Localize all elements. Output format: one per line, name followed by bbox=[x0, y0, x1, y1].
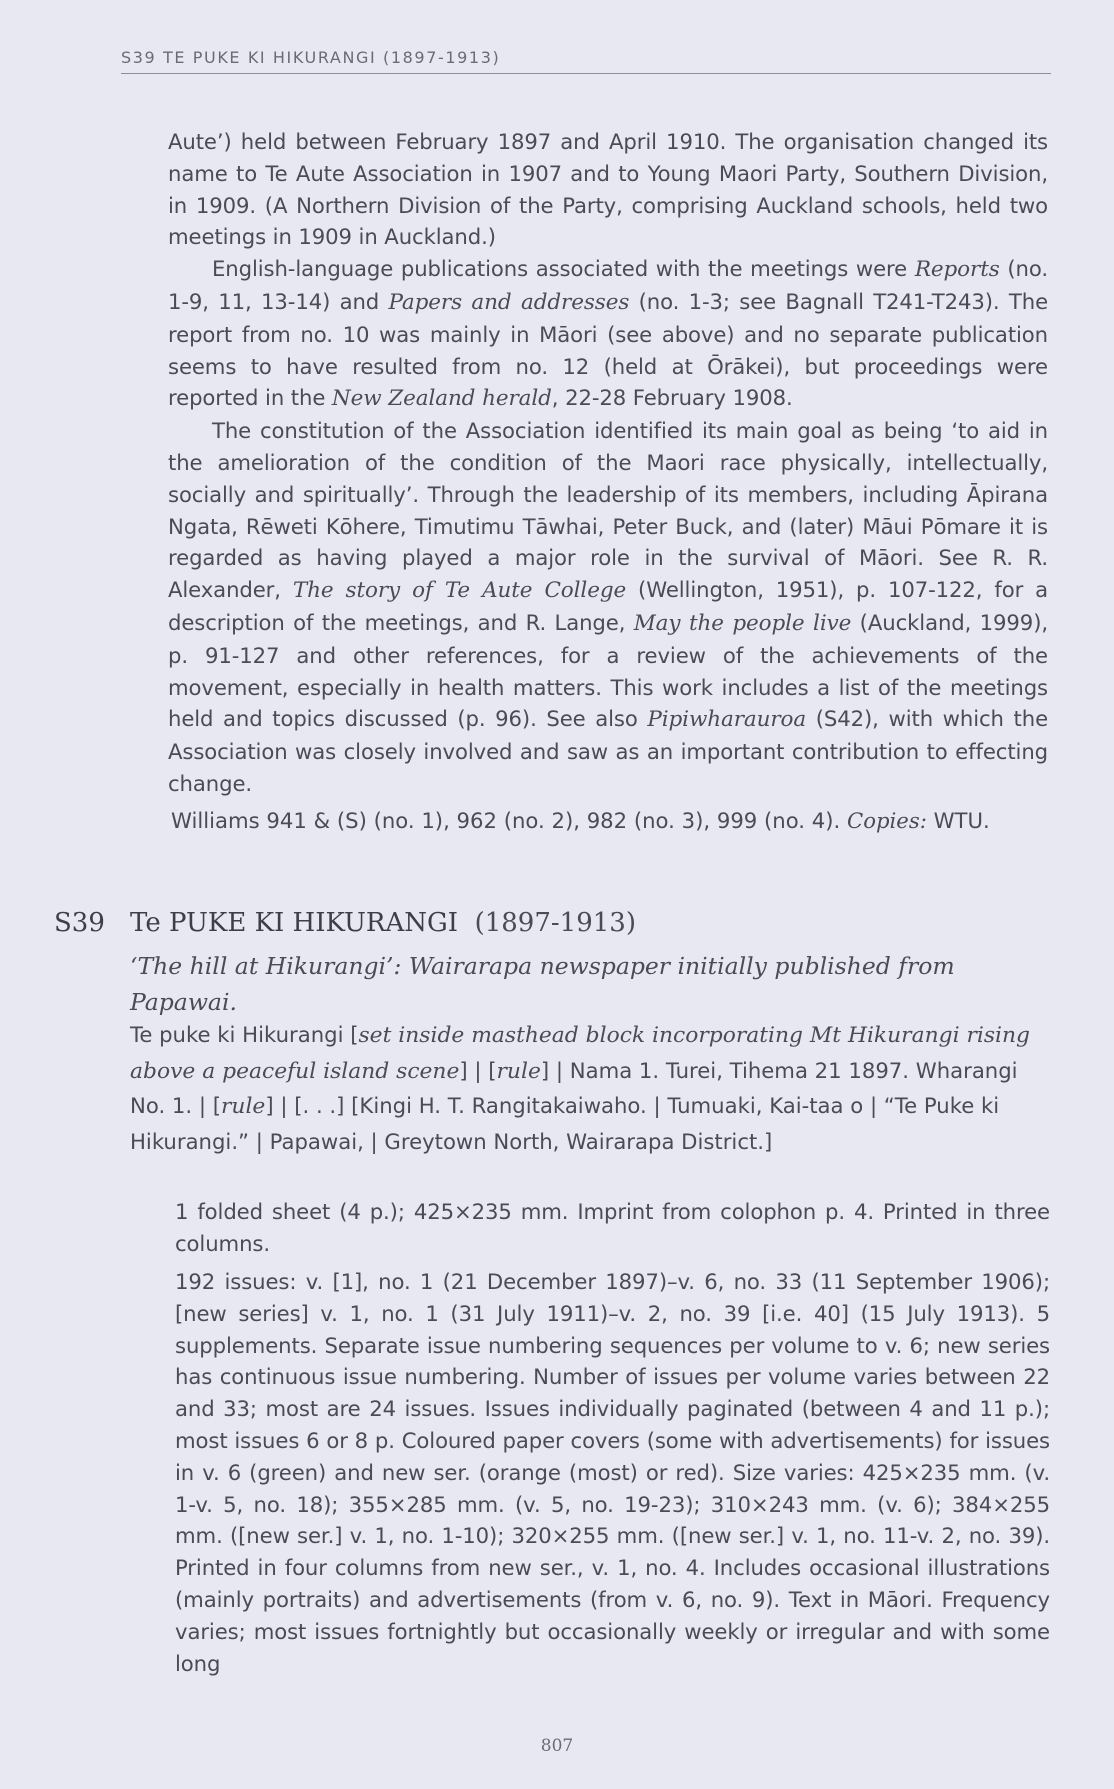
physical-description: 1 folded sheet (4 p.); 425×235 mm. Imprint from colophon p. 4. Printed in three columns. bbox=[175, 1199, 1050, 1256]
page-number: 807 bbox=[540, 1736, 574, 1756]
running-head: S39 TE PUKE KI HIKURANGI (1897-1913) bbox=[121, 48, 1051, 74]
paragraph-1: Aute’) held between February 1897 and April 1910. The organisation changed its name to Te Aute Association in 1907 and to Young Maori Party, Southern Division, in 1909. (A Northern Division of the Party, comprising Auckland schools, held two meetings in 1909 in Auckland.) bbox=[168, 129, 1048, 250]
issues-description: 192 issues: v. [1], no. 1 (21 December 1897)–v. 6, no. 33 (11 September 1906); [new series] v. 1, no. 1 (31 July 1911)–v. 2, no. 39 [i.e. 40] (15 July 1913). 5 supplements. Separate issue numbering sequences per volume to v. 6; new series has continuous issue numbering. Number of issues per volume varies between 22 and 33; most are 24 issues. Issues individually paginated (between 4 and 11 p.); most issues 6 or 8 p. Coloured paper covers (some with advertisements) for issues in v. 6 (green) and new ser. (orange (most) or red). Size varies: 425×235 mm. (v. 1-v. 5, no. 18); 355×285 mm. (v. 5, no. 19-23); 310×243 mm. (v. 6); 384×255 mm. ([new ser.] v. 1, no. 1-10); 320×255 mm. ([new ser.] v. 1, no. 11-v. 2, no. 39). Printed in four columns from new ser., v. 1, no. 4. Includes occasional illustrations (mainly portraits) and advertisements (from v. 6, no. 9). Text in Māori. Frequency varies; most issues fortnightly but occasionally weekly or irregular and with some long bbox=[175, 1269, 1050, 1676]
entry-subtitle: ‘The hill at Hikurangi’: Wairarapa newspaper initially published from Papawai. bbox=[130, 952, 955, 1016]
paragraph-3: The constitution of the Association identified its main goal as being ‘to aid in the amelioration of the condition of the Maori race physically, intellectually, socially and spiritually’. Through the leadership of its members, including Āpirana Ngata, Rēweti Kōhere, Timutimu Tāwhai, Peter Buck, and (later) Māui Pōmare it is regarded as having played a major role in the survival of Māori. See R. R. Alexander, The story of Te Aute College (Wellington, 1951), p. 107-122, for a description of the meetings, and R. Lange, May the people live (Auckland, 1999), p. 91-127 and other references, for a review of the achievements of the movement, especially in health matters. This work includes a list of the meetings held and topics discussed (p. 96). See also Pipiwharauroa (S42), with which the Association was closely involved and saw as an important contribution to effecting change. bbox=[168, 418, 1049, 796]
entry-id: S39 bbox=[54, 908, 105, 938]
paragraph-2: English-language publications associated with the meetings were Reports (no. 1-9, 11, 13-14) and Papers and addresses (no. 1-3; see Bagnall T241-T243). The report from no. 10 was mainly in Māori (see above) and no separate publication seems to have resulted from no. 12 (held at Ōrākei), but proceedings were reported in the New Zealand herald, 22-28 February 1908. bbox=[168, 256, 1048, 412]
entry-years: (1897-1913) bbox=[474, 908, 636, 938]
entry-title: Te PUKE KI HIKURANGI (1897-1913) bbox=[130, 908, 636, 938]
references-line: Williams 941 & (S) (no. 1), 962 (no. 2), 982 (no. 3), 999 (no. 4). Copies: WTU. bbox=[171, 808, 990, 833]
masthead-transcription: Te puke ki Hikurangi [set inside masthead block incorporating Mt Hikurangi rising above a peaceful island scene] | [rule] | Nama 1. Turei, Tihema 21 1897. Wharangi No. 1. | [rule] | [. . .] [Kingi H. T. Rangitakaiwaho. | Tumuaki, Kai-taa o | “Te Puke ki Hikurangi.” | Papawai, | Greytown North, Wairarapa District.] bbox=[130, 1022, 1031, 1154]
previous-entry-text bbox=[168, 126, 1048, 800]
